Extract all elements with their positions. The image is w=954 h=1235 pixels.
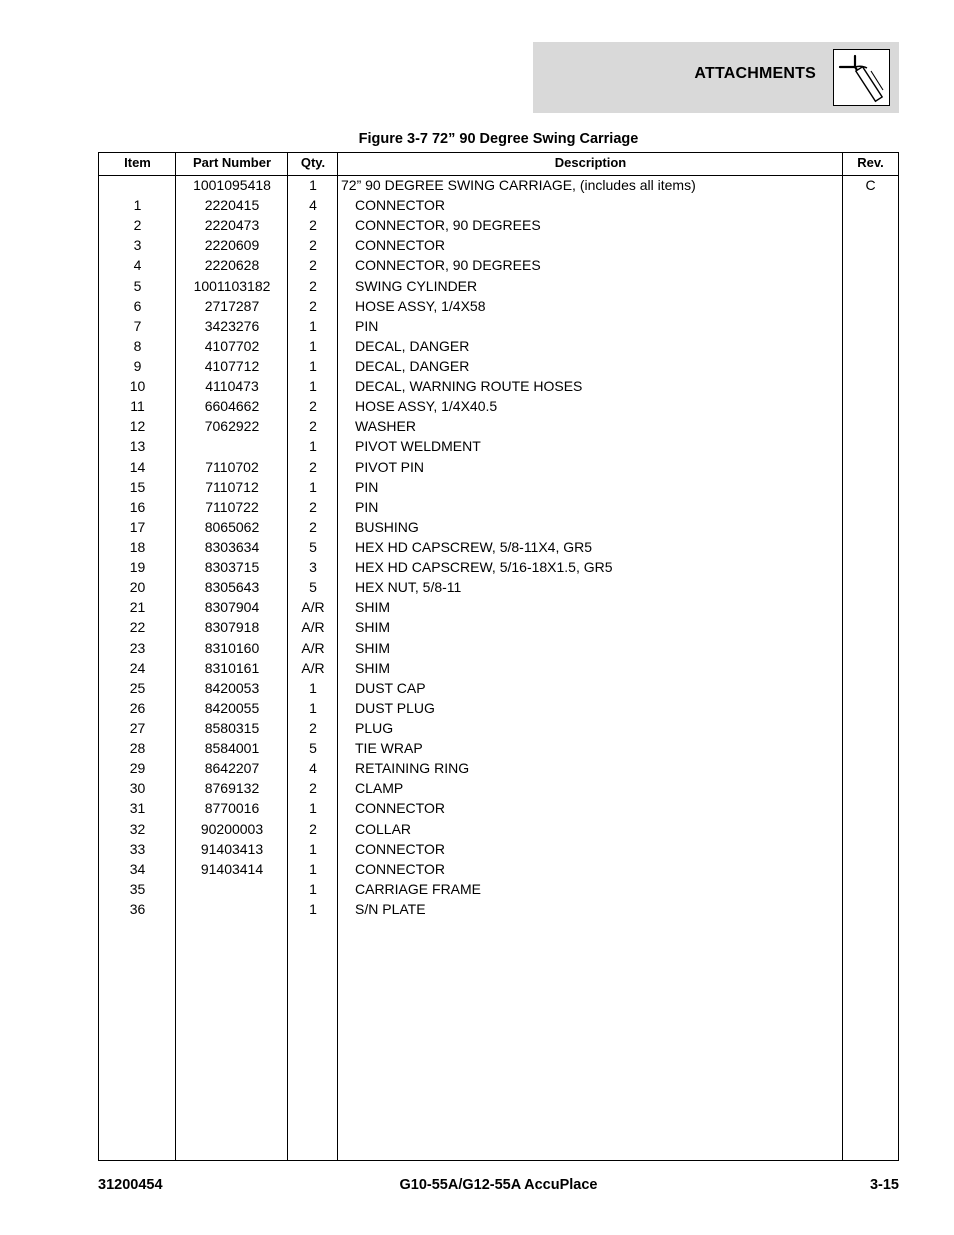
description-cell: PLUG	[355, 719, 394, 736]
part-number-cell: 2220628	[204, 257, 260, 274]
description-cell: SHIM	[355, 659, 390, 676]
item-cell: 10	[129, 378, 146, 395]
table-row	[99, 879, 898, 899]
part-number-cell: 8420053	[204, 679, 260, 696]
item-cell: 32	[129, 820, 146, 837]
table-row	[99, 235, 898, 255]
description-cell: DUST CAP	[355, 679, 426, 696]
table-row	[99, 658, 898, 678]
part-number-cell: 8303715	[204, 559, 260, 576]
description-cell: CONNECTOR	[355, 860, 445, 877]
header-item: Item	[124, 155, 151, 170]
header-part-number: Part Number	[192, 155, 272, 170]
item-cell: 30	[129, 780, 146, 797]
item-cell: 4	[133, 257, 142, 274]
description-cell: SHIM	[355, 619, 390, 636]
rev-cell: C	[865, 177, 876, 193]
item-cell: 34	[129, 860, 146, 877]
description-cell: CONNECTOR, 90 DEGREES	[355, 257, 541, 274]
item-cell: 20	[129, 579, 146, 596]
item-cell: 12	[129, 418, 146, 435]
header-rev: Rev.	[857, 155, 884, 170]
description-cell: S/N PLATE	[355, 900, 426, 917]
table-row	[99, 577, 898, 597]
part-number-cell: 7062922	[204, 418, 260, 435]
description-cell: DECAL, WARNING ROUTE HOSES	[355, 378, 583, 395]
description-cell: HEX NUT, 5/8-11	[355, 579, 462, 596]
part-number-cell: 2220609	[204, 237, 260, 254]
qty-cell: 1	[309, 900, 317, 917]
description-cell: CONNECTOR, 90 DEGREES	[355, 217, 541, 234]
table-row	[99, 819, 898, 839]
qty-cell: 5	[309, 538, 317, 555]
item-cell: 13	[129, 438, 146, 455]
item-cell: 2	[133, 217, 142, 234]
qty-cell: 2	[309, 780, 317, 797]
table-row	[99, 356, 898, 376]
table-row	[99, 276, 898, 296]
part-number-cell: 8307918	[204, 619, 260, 636]
item-cell: 11	[130, 398, 145, 415]
qty-cell: 1	[309, 378, 317, 395]
qty-cell: 2	[309, 277, 317, 294]
qty-cell: 2	[309, 398, 317, 415]
description-cell: BUSHING	[355, 518, 419, 535]
description-cell: PIVOT PIN	[355, 458, 424, 475]
part-number-cell: 8770016	[204, 800, 260, 817]
item-cell: 8	[133, 337, 142, 354]
part-number-cell: 8642207	[204, 760, 260, 777]
table-row	[99, 758, 898, 778]
table-row	[99, 215, 898, 235]
table-row	[99, 457, 898, 477]
description-cell: DUST PLUG	[355, 699, 435, 716]
item-cell: 5	[133, 277, 142, 294]
part-number-cell: 1001103182	[193, 277, 271, 294]
qty-cell: 4	[309, 197, 317, 214]
part-number-cell: 8307904	[204, 599, 260, 616]
qty-cell: 2	[309, 217, 317, 234]
item-cell: 21	[129, 599, 146, 616]
figure-title: Figure 3-7 72” 90 Degree Swing Carriage	[358, 131, 639, 147]
qty-cell: 2	[309, 297, 317, 314]
table-row	[99, 477, 898, 497]
item-cell: 36	[129, 900, 146, 917]
table-row	[99, 195, 898, 215]
description-cell: DECAL, DANGER	[355, 357, 470, 374]
item-cell: 15	[129, 478, 146, 495]
qty-cell: 1	[309, 860, 317, 877]
table-row	[99, 416, 898, 436]
item-cell: 26	[129, 699, 146, 716]
table-row	[99, 336, 898, 356]
description-cell: CONNECTOR	[355, 197, 445, 214]
qty-cell: A/R	[301, 619, 325, 636]
qty-cell: 2	[309, 498, 317, 515]
table-row	[99, 638, 898, 658]
table-row	[99, 597, 898, 617]
qty-cell: 2	[309, 257, 317, 274]
description-cell: SHIM	[355, 639, 390, 656]
attachment-boom-icon	[833, 49, 890, 106]
item-cell: 29	[129, 760, 146, 777]
table-header-row	[99, 153, 898, 176]
table-row	[99, 175, 898, 195]
table-row	[99, 316, 898, 336]
table-row	[99, 517, 898, 537]
part-number-cell: 2717287	[204, 297, 260, 314]
item-cell: 24	[129, 659, 146, 676]
qty-cell: 5	[309, 740, 317, 757]
description-cell: HEX HD CAPSCREW, 5/16-18X1.5, GR5	[355, 559, 613, 576]
qty-cell: 1	[309, 880, 317, 897]
table-row	[99, 678, 898, 698]
qty-cell: 2	[309, 719, 317, 736]
description-cell: CLAMP	[355, 780, 404, 797]
item-cell: 19	[129, 559, 146, 576]
description-cell: DECAL, DANGER	[355, 337, 470, 354]
table-row	[99, 497, 898, 517]
qty-cell: 2	[309, 518, 317, 535]
table-row	[99, 376, 898, 396]
qty-cell: 3	[309, 559, 317, 576]
table-row	[99, 738, 898, 758]
qty-cell: 1	[309, 337, 317, 354]
item-cell: 33	[129, 840, 146, 857]
table-row	[99, 436, 898, 456]
qty-cell: 2	[309, 458, 317, 475]
item-cell: 14	[129, 458, 146, 475]
section-title: ATTACHMENTS	[694, 65, 816, 82]
table-row	[99, 698, 898, 718]
header-qty: Qty.	[300, 155, 326, 170]
table-body	[99, 175, 898, 919]
table-row	[99, 557, 898, 577]
description-cell: WASHER	[355, 418, 416, 435]
description-cell: TIE WRAP	[355, 740, 423, 757]
description-cell: PIN	[355, 478, 379, 495]
part-number-cell: 7110722	[205, 498, 259, 515]
part-number-cell: 4107712	[204, 357, 260, 374]
part-number-cell: 91403414	[200, 860, 264, 877]
part-number-cell: 8303634	[204, 538, 260, 555]
qty-cell: 5	[309, 579, 317, 596]
description-cell: SHIM	[355, 599, 390, 616]
description-cell: PIN	[355, 498, 379, 515]
part-number-cell: 3423276	[204, 317, 260, 334]
part-number-cell: 7110712	[205, 478, 259, 495]
description-cell: CONNECTOR	[355, 800, 445, 817]
qty-cell: 1	[309, 679, 317, 696]
part-number-cell: 8420055	[204, 699, 260, 716]
qty-cell: 1	[309, 317, 317, 334]
item-cell: 25	[129, 679, 146, 696]
item-cell: 1	[133, 197, 142, 214]
part-number-cell: 2220415	[204, 197, 260, 214]
item-cell: 22	[129, 619, 146, 636]
qty-cell: 1	[309, 357, 317, 374]
page-number: 3-15	[869, 1177, 899, 1193]
item-cell: 23	[129, 639, 146, 656]
part-number-cell: 4107702	[204, 337, 260, 354]
table-row	[99, 255, 898, 275]
description-cell: CARRIAGE FRAME	[355, 880, 482, 897]
description-cell: 72” 90 DEGREE SWING CARRIAGE, (includes all items)	[341, 177, 696, 193]
item-cell: 7	[133, 317, 142, 334]
item-cell: 28	[129, 740, 146, 757]
description-cell: CONNECTOR	[355, 840, 445, 857]
table-row	[99, 839, 898, 859]
description-cell: RETAINING RING	[355, 760, 470, 777]
table-row	[99, 859, 898, 879]
part-number-cell: 6604662	[204, 398, 260, 415]
part-number-cell: 90200003	[200, 820, 264, 837]
qty-cell: A/R	[301, 599, 325, 616]
part-number-cell: 7110702	[205, 458, 259, 475]
qty-cell: 1	[309, 177, 317, 193]
qty-cell: 2	[309, 418, 317, 435]
item-cell: 17	[129, 518, 146, 535]
description-cell: COLLAR	[355, 820, 412, 837]
part-number-cell: 1001095418	[193, 177, 271, 193]
item-cell: 16	[129, 498, 146, 515]
table-row	[99, 396, 898, 416]
item-cell: 18	[129, 538, 146, 555]
description-cell: SWING CYLINDER	[355, 277, 478, 294]
description-cell: HOSE ASSY, 1/4X58	[355, 297, 486, 314]
item-cell: 3	[133, 237, 142, 254]
qty-cell: 1	[309, 840, 317, 857]
table-row	[99, 296, 898, 316]
part-number-cell: 8769132	[204, 780, 260, 797]
section-header	[533, 42, 899, 113]
qty-cell: 2	[309, 820, 317, 837]
item-cell: 35	[129, 880, 146, 897]
qty-cell: 1	[309, 478, 317, 495]
table-row	[99, 798, 898, 818]
description-cell: PIVOT WELDMENT	[355, 438, 481, 455]
table-row	[99, 617, 898, 637]
item-cell: 6	[133, 297, 142, 314]
table-row	[99, 537, 898, 557]
part-number-cell: 8580315	[204, 719, 260, 736]
description-cell: HEX HD CAPSCREW, 5/8-11X4, GR5	[355, 538, 593, 555]
item-cell: 31	[129, 800, 146, 817]
item-cell: 9	[133, 357, 142, 374]
header-description: Description	[554, 155, 627, 170]
part-number-cell: 4110473	[205, 378, 259, 395]
part-number-cell: 8305643	[204, 579, 260, 596]
part-number-cell: 8310161	[204, 659, 260, 676]
qty-cell: 1	[309, 699, 317, 716]
item-cell: 27	[129, 719, 146, 736]
qty-cell: A/R	[301, 659, 325, 676]
table-row	[99, 718, 898, 738]
qty-cell: A/R	[301, 639, 325, 656]
table-row	[99, 899, 898, 919]
qty-cell: 1	[309, 438, 317, 455]
model-name: G10-55A/G12-55A AccuPlace	[399, 1177, 598, 1193]
parts-table	[98, 152, 899, 1161]
qty-cell: 2	[309, 237, 317, 254]
table-row	[99, 778, 898, 798]
document-number: 31200454	[98, 1177, 163, 1193]
part-number-cell: 2220473	[204, 217, 260, 234]
qty-cell: 1	[309, 800, 317, 817]
part-number-cell: 91403413	[200, 840, 264, 857]
description-cell: CONNECTOR	[355, 237, 445, 254]
part-number-cell: 8310160	[204, 639, 260, 656]
description-cell: HOSE ASSY, 1/4X40.5	[355, 398, 498, 415]
qty-cell: 4	[309, 760, 317, 777]
part-number-cell: 8584001	[204, 740, 260, 757]
description-cell: PIN	[355, 317, 379, 334]
part-number-cell: 8065062	[204, 518, 260, 535]
